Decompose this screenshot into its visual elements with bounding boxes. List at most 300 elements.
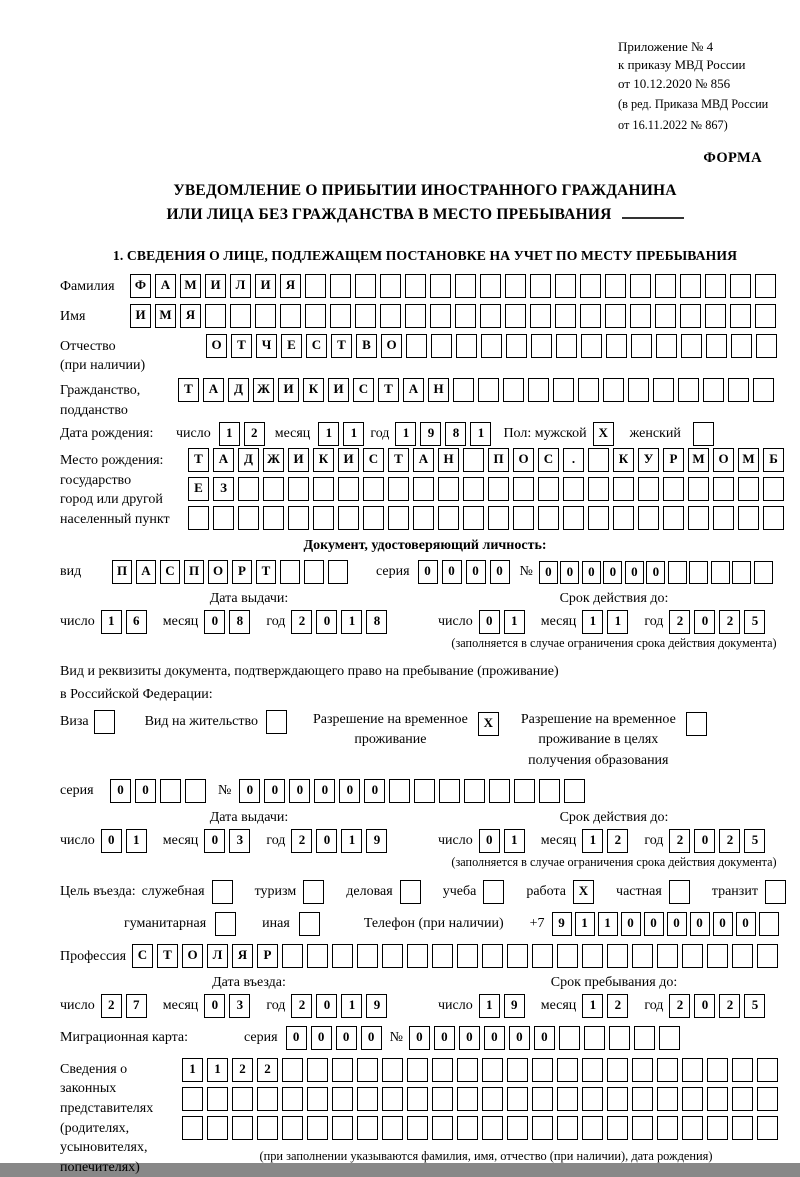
document-kind-cell[interactable]: Р: [232, 560, 252, 584]
representatives-cell[interactable]: [282, 1116, 303, 1140]
birthplace-cell[interactable]: [713, 477, 734, 501]
representatives-cell[interactable]: [507, 1058, 528, 1082]
birthplace-cell[interactable]: К: [613, 448, 634, 472]
firstname-cell[interactable]: [405, 304, 426, 328]
profession-cell[interactable]: [582, 944, 603, 968]
doc-valid-year-cell[interactable]: 2: [669, 610, 690, 634]
patronymic-cell[interactable]: [406, 334, 427, 358]
citizenship-cell[interactable]: [753, 378, 774, 402]
representatives-cell[interactable]: [632, 1116, 653, 1140]
birth-month-cell[interactable]: 1: [343, 422, 364, 446]
stay-day-cell[interactable]: 1: [479, 994, 500, 1018]
birthplace-cell[interactable]: [538, 506, 559, 530]
patronymic-cell[interactable]: [581, 334, 602, 358]
surname-cell[interactable]: [305, 274, 326, 298]
representatives-cell[interactable]: [482, 1087, 503, 1111]
birthplace-cell[interactable]: Р: [663, 448, 684, 472]
entry-day-cell[interactable]: 7: [126, 994, 147, 1018]
birthplace-cell[interactable]: Е: [188, 477, 209, 501]
birth-year-cell[interactable]: 8: [445, 422, 466, 446]
birthplace-cell[interactable]: [313, 477, 334, 501]
permit-number-cell[interactable]: 0: [289, 779, 310, 803]
surname-cell[interactable]: [705, 274, 726, 298]
surname-cell[interactable]: [655, 274, 676, 298]
doc-issue-month-cell[interactable]: 8: [229, 610, 250, 634]
migration-number-cell[interactable]: [659, 1026, 680, 1050]
doc-valid-month-cell[interactable]: 1: [607, 610, 628, 634]
migration-number-cell[interactable]: [634, 1026, 655, 1050]
migration-number-cell[interactable]: 0: [484, 1026, 505, 1050]
profession-cell[interactable]: [357, 944, 378, 968]
entry-month-cell[interactable]: 3: [229, 994, 250, 1018]
firstname-cell[interactable]: [705, 304, 726, 328]
surname-cell[interactable]: И: [205, 274, 226, 298]
patronymic-cell[interactable]: [656, 334, 677, 358]
migration-number-cell[interactable]: 0: [434, 1026, 455, 1050]
profession-cell[interactable]: [307, 944, 328, 968]
firstname-cell[interactable]: [505, 304, 526, 328]
patronymic-cell[interactable]: Е: [281, 334, 302, 358]
transit-checkbox-cell[interactable]: [765, 880, 786, 904]
visa-checkbox-cell[interactable]: [94, 710, 115, 734]
profession-cell[interactable]: Р: [257, 944, 278, 968]
firstname-cell[interactable]: [455, 304, 476, 328]
stay-month-cell[interactable]: 1: [582, 994, 603, 1018]
citizenship-cell[interactable]: С: [353, 378, 374, 402]
firstname-cell[interactable]: [380, 304, 401, 328]
residence-checkbox-cell[interactable]: [266, 710, 287, 734]
birthplace-cell[interactable]: [188, 506, 209, 530]
document-kind-cell[interactable]: Т: [256, 560, 276, 584]
firstname-cell[interactable]: [630, 304, 651, 328]
doc-valid-day-cell[interactable]: 0: [479, 610, 500, 634]
representatives-cell[interactable]: [307, 1116, 328, 1140]
birthplace-cell[interactable]: М: [738, 448, 759, 472]
birthplace-cell[interactable]: [663, 477, 684, 501]
phone-cell[interactable]: 0: [621, 912, 641, 936]
representatives-cell[interactable]: [582, 1116, 603, 1140]
firstname-cell[interactable]: М: [155, 304, 176, 328]
permit-series-cell[interactable]: [185, 779, 206, 803]
patronymic-cell[interactable]: В: [356, 334, 377, 358]
permit-number-cell[interactable]: 0: [314, 779, 335, 803]
representatives-cell[interactable]: [457, 1087, 478, 1111]
document-kind-cell[interactable]: [304, 560, 324, 584]
birthplace-cell[interactable]: О: [513, 448, 534, 472]
permit-issue-year-cell[interactable]: 9: [366, 829, 387, 853]
birthplace-cell[interactable]: [713, 506, 734, 530]
citizenship-cell[interactable]: [453, 378, 474, 402]
humanitarian-checkbox-cell[interactable]: [215, 912, 236, 936]
permit-number-cell[interactable]: [514, 779, 535, 803]
birthplace-cell[interactable]: [238, 506, 259, 530]
representatives-cell[interactable]: [757, 1058, 778, 1082]
birthplace-cell[interactable]: М: [688, 448, 709, 472]
representatives-cell[interactable]: [682, 1087, 703, 1111]
surname-cell[interactable]: [730, 274, 751, 298]
representatives-cell[interactable]: [732, 1116, 753, 1140]
surname-cell[interactable]: [530, 274, 551, 298]
patronymic-cell[interactable]: [731, 334, 752, 358]
representatives-cell[interactable]: [207, 1116, 228, 1140]
birthplace-cell[interactable]: [488, 506, 509, 530]
birth-year-cell[interactable]: 1: [470, 422, 491, 446]
phone-cell[interactable]: 9: [552, 912, 572, 936]
permit-number-cell[interactable]: 0: [264, 779, 285, 803]
representatives-cell[interactable]: [357, 1116, 378, 1140]
migration-number-cell[interactable]: [584, 1026, 605, 1050]
birthplace-cell[interactable]: И: [288, 448, 309, 472]
birthplace-cell[interactable]: [763, 506, 784, 530]
representatives-cell[interactable]: [207, 1087, 228, 1111]
representatives-cell[interactable]: [407, 1087, 428, 1111]
entry-year-cell[interactable]: 2: [291, 994, 312, 1018]
study-checkbox-cell[interactable]: [483, 880, 504, 904]
profession-cell[interactable]: [757, 944, 778, 968]
permit-valid-month-cell[interactable]: 2: [607, 829, 628, 853]
surname-cell[interactable]: И: [255, 274, 276, 298]
profession-cell[interactable]: [482, 944, 503, 968]
birthplace-cell[interactable]: [763, 477, 784, 501]
birthplace-cell[interactable]: А: [413, 448, 434, 472]
firstname-cell[interactable]: [355, 304, 376, 328]
birthplace-cell[interactable]: Т: [188, 448, 209, 472]
representatives-cell[interactable]: 1: [207, 1058, 228, 1082]
profession-cell[interactable]: [532, 944, 553, 968]
representatives-cell[interactable]: [232, 1116, 253, 1140]
permit-series-cell[interactable]: 0: [110, 779, 131, 803]
migration-series-cell[interactable]: 0: [311, 1026, 332, 1050]
firstname-cell[interactable]: [580, 304, 601, 328]
representatives-cell[interactable]: [657, 1116, 678, 1140]
firstname-cell[interactable]: [430, 304, 451, 328]
firstname-cell[interactable]: [755, 304, 776, 328]
phone-cell[interactable]: 1: [575, 912, 595, 936]
business-checkbox-cell[interactable]: [400, 880, 421, 904]
representatives-cell[interactable]: [432, 1058, 453, 1082]
document-number-cell[interactable]: [668, 561, 687, 584]
representatives-cell[interactable]: [482, 1058, 503, 1082]
permit-valid-year-cell[interactable]: 2: [669, 829, 690, 853]
birth-year-cell[interactable]: 9: [420, 422, 441, 446]
document-number-cell[interactable]: 0: [625, 561, 644, 584]
representatives-cell[interactable]: [757, 1116, 778, 1140]
birthplace-cell[interactable]: [538, 477, 559, 501]
birthplace-cell[interactable]: [738, 506, 759, 530]
document-series-cell[interactable]: 0: [418, 560, 438, 584]
profession-cell[interactable]: [457, 944, 478, 968]
birthplace-cell[interactable]: С: [363, 448, 384, 472]
migration-number-cell[interactable]: 0: [509, 1026, 530, 1050]
birthplace-cell[interactable]: [313, 506, 334, 530]
permit-number-cell[interactable]: 0: [239, 779, 260, 803]
representatives-cell[interactable]: [532, 1116, 553, 1140]
phone-cell[interactable]: [759, 912, 779, 936]
profession-cell[interactable]: Я: [232, 944, 253, 968]
permit-issue-year-cell[interactable]: 0: [316, 829, 337, 853]
profession-cell[interactable]: [632, 944, 653, 968]
firstname-cell[interactable]: [230, 304, 251, 328]
profession-cell[interactable]: [407, 944, 428, 968]
birthplace-cell[interactable]: [413, 477, 434, 501]
representatives-cell[interactable]: [332, 1116, 353, 1140]
representatives-cell[interactable]: [732, 1087, 753, 1111]
entry-day-cell[interactable]: 2: [101, 994, 122, 1018]
citizenship-cell[interactable]: И: [278, 378, 299, 402]
representatives-cell[interactable]: [357, 1087, 378, 1111]
document-number-cell[interactable]: 0: [582, 561, 601, 584]
citizenship-cell[interactable]: И: [328, 378, 349, 402]
permit-valid-month-cell[interactable]: 1: [582, 829, 603, 853]
permit-number-cell[interactable]: [564, 779, 585, 803]
profession-cell[interactable]: Т: [157, 944, 178, 968]
document-kind-cell[interactable]: П: [184, 560, 204, 584]
representatives-cell[interactable]: [682, 1116, 703, 1140]
patronymic-cell[interactable]: [756, 334, 777, 358]
document-number-cell[interactable]: [732, 561, 751, 584]
representatives-cell[interactable]: 2: [232, 1058, 253, 1082]
document-number-cell[interactable]: 0: [539, 561, 558, 584]
birthplace-cell[interactable]: [288, 477, 309, 501]
permit-valid-year-cell[interactable]: 0: [694, 829, 715, 853]
sex-female-checkbox-cell[interactable]: [693, 422, 714, 446]
document-series-cell[interactable]: 0: [442, 560, 462, 584]
birthplace-cell[interactable]: З: [213, 477, 234, 501]
doc-issue-month-cell[interactable]: 0: [204, 610, 225, 634]
permit-number-cell[interactable]: [414, 779, 435, 803]
permit-issue-day-cell[interactable]: 1: [126, 829, 147, 853]
migration-number-cell[interactable]: [609, 1026, 630, 1050]
citizenship-cell[interactable]: [478, 378, 499, 402]
birthplace-cell[interactable]: [338, 477, 359, 501]
firstname-cell[interactable]: [530, 304, 551, 328]
citizenship-cell[interactable]: К: [303, 378, 324, 402]
document-kind-cell[interactable]: [328, 560, 348, 584]
migration-number-cell[interactable]: [559, 1026, 580, 1050]
citizenship-cell[interactable]: [728, 378, 749, 402]
representatives-cell[interactable]: [482, 1116, 503, 1140]
official-checkbox-cell[interactable]: [212, 880, 233, 904]
surname-cell[interactable]: [505, 274, 526, 298]
birthplace-cell[interactable]: [663, 506, 684, 530]
birthplace-cell[interactable]: [738, 477, 759, 501]
firstname-cell[interactable]: [730, 304, 751, 328]
other-checkbox-cell[interactable]: [299, 912, 320, 936]
birthplace-cell[interactable]: Б: [763, 448, 784, 472]
birthplace-cell[interactable]: [363, 477, 384, 501]
profession-cell[interactable]: [732, 944, 753, 968]
surname-cell[interactable]: Ф: [130, 274, 151, 298]
birthplace-cell[interactable]: [638, 506, 659, 530]
doc-issue-year-cell[interactable]: 1: [341, 610, 362, 634]
firstname-cell[interactable]: [555, 304, 576, 328]
representatives-cell[interactable]: [432, 1116, 453, 1140]
citizenship-cell[interactable]: [603, 378, 624, 402]
surname-cell[interactable]: М: [180, 274, 201, 298]
firstname-cell[interactable]: [305, 304, 326, 328]
representatives-cell[interactable]: [657, 1058, 678, 1082]
stay-year-cell[interactable]: 0: [694, 994, 715, 1018]
birth-year-cell[interactable]: 1: [395, 422, 416, 446]
surname-cell[interactable]: [680, 274, 701, 298]
firstname-cell[interactable]: [480, 304, 501, 328]
birthplace-cell[interactable]: [613, 477, 634, 501]
sex-male-checkbox-cell[interactable]: X: [593, 422, 614, 446]
permit-series-cell[interactable]: 0: [135, 779, 156, 803]
representatives-cell[interactable]: [607, 1058, 628, 1082]
representatives-cell[interactable]: [532, 1058, 553, 1082]
patronymic-cell[interactable]: О: [381, 334, 402, 358]
profession-cell[interactable]: [432, 944, 453, 968]
temp-residence-checkbox-cell[interactable]: X: [478, 712, 499, 736]
birthplace-cell[interactable]: [363, 506, 384, 530]
representatives-cell[interactable]: [707, 1087, 728, 1111]
patronymic-cell[interactable]: Ч: [256, 334, 277, 358]
citizenship-cell[interactable]: Н: [428, 378, 449, 402]
representatives-cell[interactable]: [757, 1087, 778, 1111]
birthplace-cell[interactable]: [588, 477, 609, 501]
profession-cell[interactable]: [557, 944, 578, 968]
patronymic-cell[interactable]: О: [206, 334, 227, 358]
surname-cell[interactable]: [755, 274, 776, 298]
birthplace-cell[interactable]: .: [563, 448, 584, 472]
permit-issue-month-cell[interactable]: 0: [204, 829, 225, 853]
migration-series-cell[interactable]: 0: [361, 1026, 382, 1050]
firstname-cell[interactable]: Я: [180, 304, 201, 328]
patronymic-cell[interactable]: [606, 334, 627, 358]
profession-cell[interactable]: [657, 944, 678, 968]
representatives-cell[interactable]: [182, 1087, 203, 1111]
entry-year-cell[interactable]: 0: [316, 994, 337, 1018]
profession-cell[interactable]: [382, 944, 403, 968]
permit-number-cell[interactable]: [539, 779, 560, 803]
doc-valid-year-cell[interactable]: 5: [744, 610, 765, 634]
representatives-cell[interactable]: [282, 1087, 303, 1111]
representatives-cell[interactable]: 2: [257, 1058, 278, 1082]
patronymic-cell[interactable]: [681, 334, 702, 358]
doc-issue-year-cell[interactable]: 2: [291, 610, 312, 634]
document-number-cell[interactable]: [754, 561, 773, 584]
birthplace-cell[interactable]: Ж: [263, 448, 284, 472]
birthplace-cell[interactable]: [263, 477, 284, 501]
phone-cell[interactable]: 1: [598, 912, 618, 936]
permit-valid-year-cell[interactable]: 2: [719, 829, 740, 853]
firstname-cell[interactable]: [655, 304, 676, 328]
birthplace-cell[interactable]: [688, 506, 709, 530]
representatives-cell[interactable]: [707, 1058, 728, 1082]
birthplace-cell[interactable]: П: [488, 448, 509, 472]
citizenship-cell[interactable]: А: [203, 378, 224, 402]
birthplace-cell[interactable]: [463, 477, 484, 501]
permit-series-cell[interactable]: [160, 779, 181, 803]
birthplace-cell[interactable]: [638, 477, 659, 501]
doc-issue-year-cell[interactable]: 0: [316, 610, 337, 634]
firstname-cell[interactable]: [605, 304, 626, 328]
birthplace-cell[interactable]: [563, 477, 584, 501]
permit-number-cell[interactable]: [489, 779, 510, 803]
document-series-cell[interactable]: 0: [490, 560, 510, 584]
work-checkbox-cell[interactable]: X: [573, 880, 594, 904]
representatives-cell[interactable]: [582, 1058, 603, 1082]
surname-cell[interactable]: А: [155, 274, 176, 298]
entry-month-cell[interactable]: 0: [204, 994, 225, 1018]
surname-cell[interactable]: Я: [280, 274, 301, 298]
birthplace-cell[interactable]: [463, 448, 484, 472]
representatives-cell[interactable]: [457, 1058, 478, 1082]
surname-cell[interactable]: [480, 274, 501, 298]
firstname-cell[interactable]: [255, 304, 276, 328]
citizenship-cell[interactable]: [528, 378, 549, 402]
surname-cell[interactable]: [330, 274, 351, 298]
birth-day-cell[interactable]: 2: [244, 422, 265, 446]
representatives-cell[interactable]: [257, 1087, 278, 1111]
firstname-cell[interactable]: [280, 304, 301, 328]
permit-number-cell[interactable]: 0: [364, 779, 385, 803]
phone-cell[interactable]: 0: [644, 912, 664, 936]
birthplace-cell[interactable]: Д: [238, 448, 259, 472]
birthplace-cell[interactable]: [388, 506, 409, 530]
profession-cell[interactable]: [332, 944, 353, 968]
birthplace-cell[interactable]: [388, 477, 409, 501]
doc-issue-year-cell[interactable]: 8: [366, 610, 387, 634]
representatives-cell[interactable]: [632, 1058, 653, 1082]
citizenship-cell[interactable]: [578, 378, 599, 402]
permit-valid-day-cell[interactable]: 0: [479, 829, 500, 853]
permit-valid-day-cell[interactable]: 1: [504, 829, 525, 853]
representatives-cell[interactable]: [557, 1116, 578, 1140]
surname-cell[interactable]: [630, 274, 651, 298]
representatives-cell[interactable]: [432, 1087, 453, 1111]
doc-issue-day-cell[interactable]: 1: [101, 610, 122, 634]
profession-cell[interactable]: [707, 944, 728, 968]
birthplace-cell[interactable]: С: [538, 448, 559, 472]
permit-issue-year-cell[interactable]: 2: [291, 829, 312, 853]
firstname-cell[interactable]: И: [130, 304, 151, 328]
representatives-cell[interactable]: [282, 1058, 303, 1082]
representatives-cell[interactable]: [682, 1058, 703, 1082]
patronymic-cell[interactable]: [631, 334, 652, 358]
surname-cell[interactable]: [580, 274, 601, 298]
migration-number-cell[interactable]: 0: [409, 1026, 430, 1050]
citizenship-cell[interactable]: [628, 378, 649, 402]
migration-series-cell[interactable]: 0: [286, 1026, 307, 1050]
profession-cell[interactable]: О: [182, 944, 203, 968]
birth-day-cell[interactable]: 1: [219, 422, 240, 446]
permit-number-cell[interactable]: [439, 779, 460, 803]
birthplace-cell[interactable]: Т: [388, 448, 409, 472]
birthplace-cell[interactable]: [213, 506, 234, 530]
representatives-cell[interactable]: [707, 1116, 728, 1140]
patronymic-cell[interactable]: [706, 334, 727, 358]
birthplace-cell[interactable]: К: [313, 448, 334, 472]
private-checkbox-cell[interactable]: [669, 880, 690, 904]
representatives-cell[interactable]: [232, 1087, 253, 1111]
birthplace-cell[interactable]: [238, 477, 259, 501]
doc-valid-year-cell[interactable]: 0: [694, 610, 715, 634]
document-number-cell[interactable]: 0: [646, 561, 665, 584]
migration-number-cell[interactable]: 0: [459, 1026, 480, 1050]
stay-year-cell[interactable]: 2: [669, 994, 690, 1018]
permit-issue-day-cell[interactable]: 0: [101, 829, 122, 853]
representatives-cell[interactable]: [357, 1058, 378, 1082]
surname-cell[interactable]: [405, 274, 426, 298]
permit-number-cell[interactable]: 0: [339, 779, 360, 803]
document-kind-cell[interactable]: А: [136, 560, 156, 584]
representatives-cell[interactable]: [507, 1116, 528, 1140]
entry-year-cell[interactable]: 1: [341, 994, 362, 1018]
representatives-cell[interactable]: [407, 1058, 428, 1082]
doc-valid-month-cell[interactable]: 1: [582, 610, 603, 634]
